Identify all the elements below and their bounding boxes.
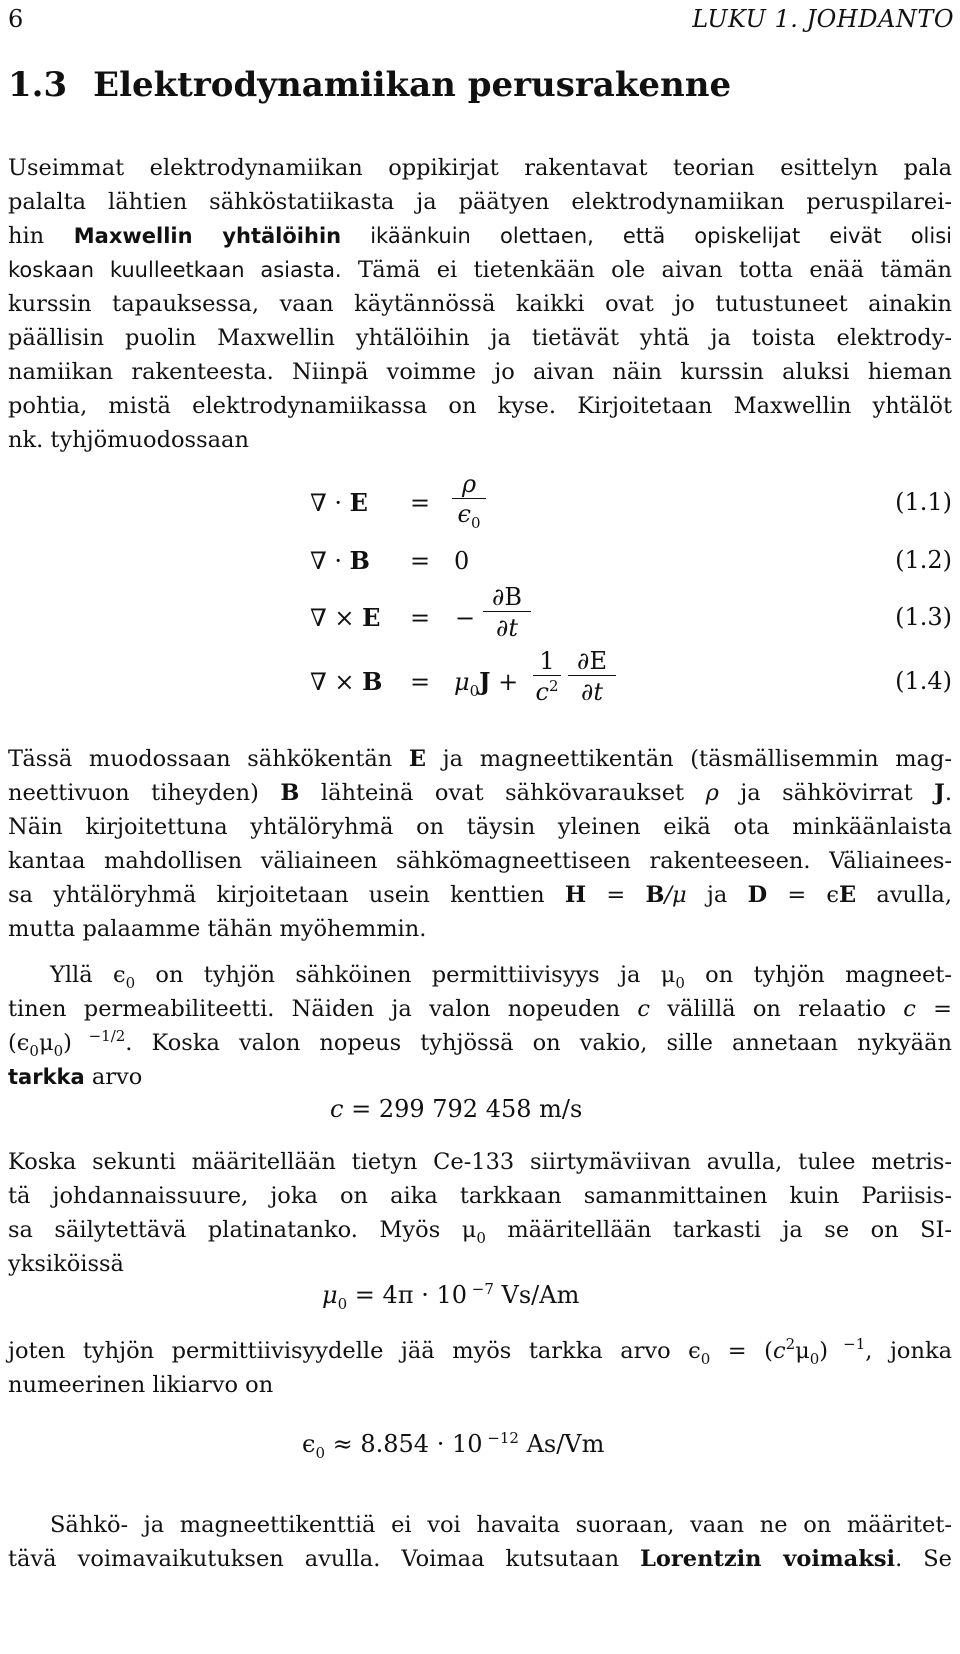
text-line: päällisin puolin Maxwellin yhtälöihin ja tietävät yhtä ja toista elektrody- <box>8 325 952 351</box>
text-line: hin Maxwellin yhtälöihin ikäänkuin olettaen, että opiskelijat eivät olisi <box>8 223 952 249</box>
page-header <box>8 2 954 36</box>
document-page: 6 LUKU 1. JOHDANTO 1.3 Elektrodynamiikan perusrakenne Useimmat elektrodynamiikan oppikirjat rakentavat teorian esittelyn pala palalta lähtien sähköstatiikasta ja päätyen elektrodynamiikan peruspilarei- hin Maxwellin yhtälöihin ikäänkuin olettaen, että opiskelijat eivät olisi koskaan kuulleetkaan asiasta. Tämä ei tietenkään ole aivan totta enää tämän kurssin tapauksessa, vaan käytännössä kaikki ovat jo tutustuneet ainakin päällisin puolin Maxwellin yhtälöihin ja tietävät yhtä ja toista elektrody- namiikan rakenteesta. Niinpä voimme jo aivan näin kurssin aluksi hieman pohtia, mistä elektrodynamiikassa on kyse. Kirjoitetaan Maxwellin yhtälöt nk. tyhjömuodossaan ∇ · E = $\frac{\rho}{\epsilon_0}$ (1.1) ∇ · B = 0 (1.2) ∇ × E = − $\frac{\partial B}{\partial t}$ (1.3) ∇ × B = $\mu_0J$ + $\frac{1}{c^2}$ $\frac{\partial E}{\partial t}$ (1.4) Tässä muodossaan sähkökentän E ja magneettikentän (täsmällisemmin mag- neettivuon tiheyden) B lähteinä ovat sähkövaraukset ρ ja sähkövirrat J. Näin kirjoitettuna yhtälöryhmä on täysin yleinen eikä ota minkäänlaista kantaa mahdollisen väliaineen sähkömagneettiseen rakenteeseen. Väliainees- sa yhtälöryhmä kirjoitetaan usein kenttien H = B/μ ja D = ϵE avulla, mutta palaamme tähän myöhemmin. Yllä $\epsilon_0$ on tyhjön sähköinen permittiivisyys ja $\mu_0$ on tyhjön magneet- tinen permeabiliteetti. Näiden ja valon nopeuden c välillä on relaatio c = $(\epsilon_0\mu_0)$ $^{-1/2}$. Koska valon nopeus tyhjössä on vakio, sille annetaan nykyään tarkka arvo c = 299 792 458 m/s Koska sekunti määritellään tietyn Ce-133 siirtymäviivan avulla, tulee metris- tä johdannaissuure, joka on aika tarkkaan samanmittainen kuin Pariisis- sa säilytettävä platinatanko. Myös $\mu_0$ määritellään tarkasti ja se on SI- yksiköissä $\mu_0 = 4\pi \cdot 10$ $^{-7}$ Vs/Am joten tyhjön permittiivisyydelle jää myös tarkka arvo $\epsilon_0 = (c^2\mu_0)$ $^{-1}$, jonka numeerinen likiarvo on $\epsilon_0 \approx 8.854 \cdot 10$ $^{-12}$ As/Vm Sähkö- ja magneettikenttiä ei voi havaita suoraan, vaan ne on määritet- tävä voimavaikutuksen avulla. Voimaa kutsutaan Lorentzin voimaksi. Se <box>0 0 960 1654</box>
emphasis-term: Maxwellin yhtälöihin <box>73 224 342 248</box>
text-line: neettivuon tiheyden) B lähteinä ovat sähkövaraukset ρ ja sähkövirrat J. <box>8 780 952 806</box>
text-line: namiikan rakenteesta. Niinpä voimme jo aivan näin kurssin aluksi hieman <box>8 359 952 385</box>
text-line: tinen permeabiliteetti. Näiden ja valon nopeuden c välillä on relaatio c = <box>8 996 952 1022</box>
text-line: palalta lähtien sähköstatiikasta ja päätyen elektrodynamiikan peruspilarei- <box>8 189 952 215</box>
text-line: Sähkö- ja magneettikenttiä ei voi havaita suoraan, vaan ne on määritet- <box>50 1512 952 1538</box>
text-line: sa yhtälöryhmä kirjoitetaan usein kenttien H = B/μ ja D = ϵE avulla, <box>8 882 952 908</box>
text-line: numeerinen likiarvo on <box>8 1372 274 1398</box>
equation-number: (1.1) <box>895 488 952 516</box>
section-heading <box>8 62 731 108</box>
equation-speed-of-light: c = 299 792 458 m/s <box>330 1095 583 1123</box>
text-line: yksiköissä <box>8 1251 124 1277</box>
equation-number: (1.3) <box>895 603 952 631</box>
text-line: pohtia, mistä elektrodynamiikassa on kyse. Kirjoitetaan Maxwellin yhtälöt <box>8 393 952 419</box>
text-line: tä johdannaissuure, joka on aika tarkkaan samanmittainen kuin Pariisis- <box>8 1183 952 1209</box>
emphasis-term: Lorentzin voimaksi <box>640 1546 896 1572</box>
text-line: kurssin tapauksessa, vaan käytännössä kaikki ovat jo tutustuneet ainakin <box>8 291 952 317</box>
text-line: Koska sekunti määritellään tietyn Ce-133 siirtymäviivan avulla, tulee metris- <box>8 1149 952 1175</box>
equation-eps0: $\epsilon_0 \approx 8.854 \cdot 10$ $^{-12}$ As/Vm <box>302 1429 605 1462</box>
text-line: sa säilytettävä platinatanko. Myös $\mu_0$ määritellään tarkasti ja se on SI- <box>8 1217 953 1247</box>
equation-mu0: $\mu_0 = 4\pi \cdot 10$ $^{-7}$ Vs/Am <box>322 1280 580 1313</box>
running-title: LUKU 1. JOHDANTO <box>692 5 954 33</box>
text-line: tarkka arvo <box>8 1064 143 1090</box>
text-line: $(\epsilon_0\mu_0)$ $^{-1/2}$. Koska valon nopeus tyhjössä on vakio, sille annetaan nykyään <box>8 1027 952 1060</box>
text-line: koskaan kuulleetkaan asiasta. Tämä ei tietenkään ole aivan totta enää tämän <box>8 257 952 283</box>
text-line: nk. tyhjömuodossaan <box>8 427 249 453</box>
text-line: Useimmat elektrodynamiikan oppikirjat rakentavat teorian esittelyn pala <box>8 155 952 181</box>
section-number: 1.3 <box>8 65 68 105</box>
text-line: Yllä $\epsilon_0$ on tyhjön sähköinen permittiivisyys ja $\mu_0$ on tyhjön magneet- <box>50 962 952 992</box>
section-title: Elektrodynamiikan perusrakenne <box>93 65 732 105</box>
text-line: Tässä muodossaan sähkökentän E ja magneettikentän (täsmällisemmin mag- <box>8 746 952 772</box>
equation-number: (1.4) <box>895 667 952 695</box>
text-line: kantaa mahdollisen väliaineen sähkömagneettiseen rakenteeseen. Väliainees- <box>8 848 952 874</box>
equation-number: (1.2) <box>895 546 952 574</box>
text-line: tävä voimavaikutuksen avulla. Voimaa kutsutaan Lorentzin voimaksi. Se <box>8 1546 952 1572</box>
text-line: Näin kirjoitettuna yhtälöryhmä on täysin yleinen eikä ota minkäänlaista <box>8 814 952 840</box>
text-line: joten tyhjön permittiivisyydelle jää myös tarkka arvo $\epsilon_0 = (c^2\mu_0)$ $^{-1}$, jonka <box>8 1335 953 1368</box>
emphasis-term: tarkka <box>8 1065 85 1089</box>
page-number: 6 <box>8 5 24 33</box>
text-line: mutta palaamme tähän myöhemmin. <box>8 916 427 942</box>
